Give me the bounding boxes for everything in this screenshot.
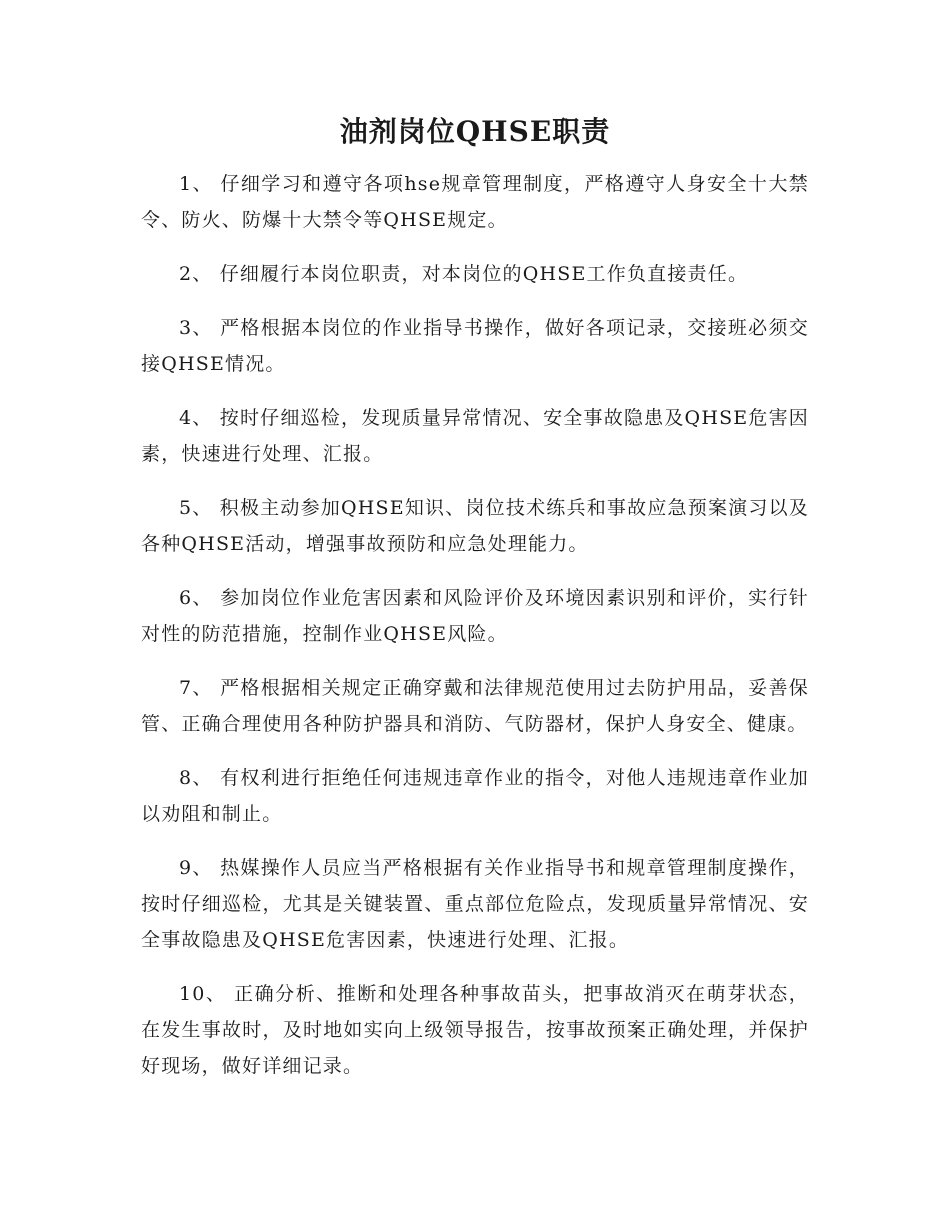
paragraph-4: 4、 按时仔细巡检，发现质量异常情况、安全事故隐患及QHSE危害因素，快速进行处理、汇报。 bbox=[141, 407, 809, 465]
paragraph-9: 9、 热媒操作人员应当严格根据有关作业指导书和规章管理制度操作，按时仔细巡检，尤其是关键装置、重点部位危险点，发现质量异常情况、安全事故隐患及QHSE危害因素，快速进行处理、汇报。 bbox=[141, 857, 809, 951]
paragraph-8: 8、 有权利进行拒绝任何违规违章作业的指令，对他人违规违章作业加以劝阻和制止。 bbox=[141, 767, 809, 825]
paragraph-1: 1、 仔细学习和遵守各项hse规章管理制度，严格遵守人身安全十大禁令、防火、防爆十大禁令等QHSE规定。 bbox=[141, 173, 809, 231]
paragraph-10: 10、 正确分析、推断和处理各种事故苗头，把事故消灭在萌芽状态，在发生事故时，及时地如实向上级领导报告，按事故预案正确处理，并保护好现场，做好详细记录。 bbox=[141, 983, 809, 1077]
document-title: 油剂岗位QHSE职责 bbox=[339, 115, 611, 148]
paragraph-6: 6、 参加岗位作业危害因素和风险评价及环境因素识别和评价，实行针对性的防范措施，控制作业QHSE风险。 bbox=[141, 587, 809, 645]
paragraph-7: 7、 严格根据相关规定正确穿戴和法律规范使用过去防护用品，妥善保管、正确合理使用各种防护器具和消防、气防器材，保护人身安全、健康。 bbox=[141, 677, 809, 735]
paragraph-3: 3、 严格根据本岗位的作业指导书操作，做好各项记录，交接班必须交接QHSE情况。 bbox=[141, 317, 809, 375]
paragraph-5: 5、 积极主动参加QHSE知识、岗位技术练兵和事故应急预案演习以及各种QHSE活动，增强事故预防和应急处理能力。 bbox=[141, 497, 809, 555]
paragraph-2: 2、 仔细履行本岗位职责，对本岗位的QHSE工作负直接责任。 bbox=[179, 263, 749, 285]
document-body bbox=[141, 166, 809, 1102]
